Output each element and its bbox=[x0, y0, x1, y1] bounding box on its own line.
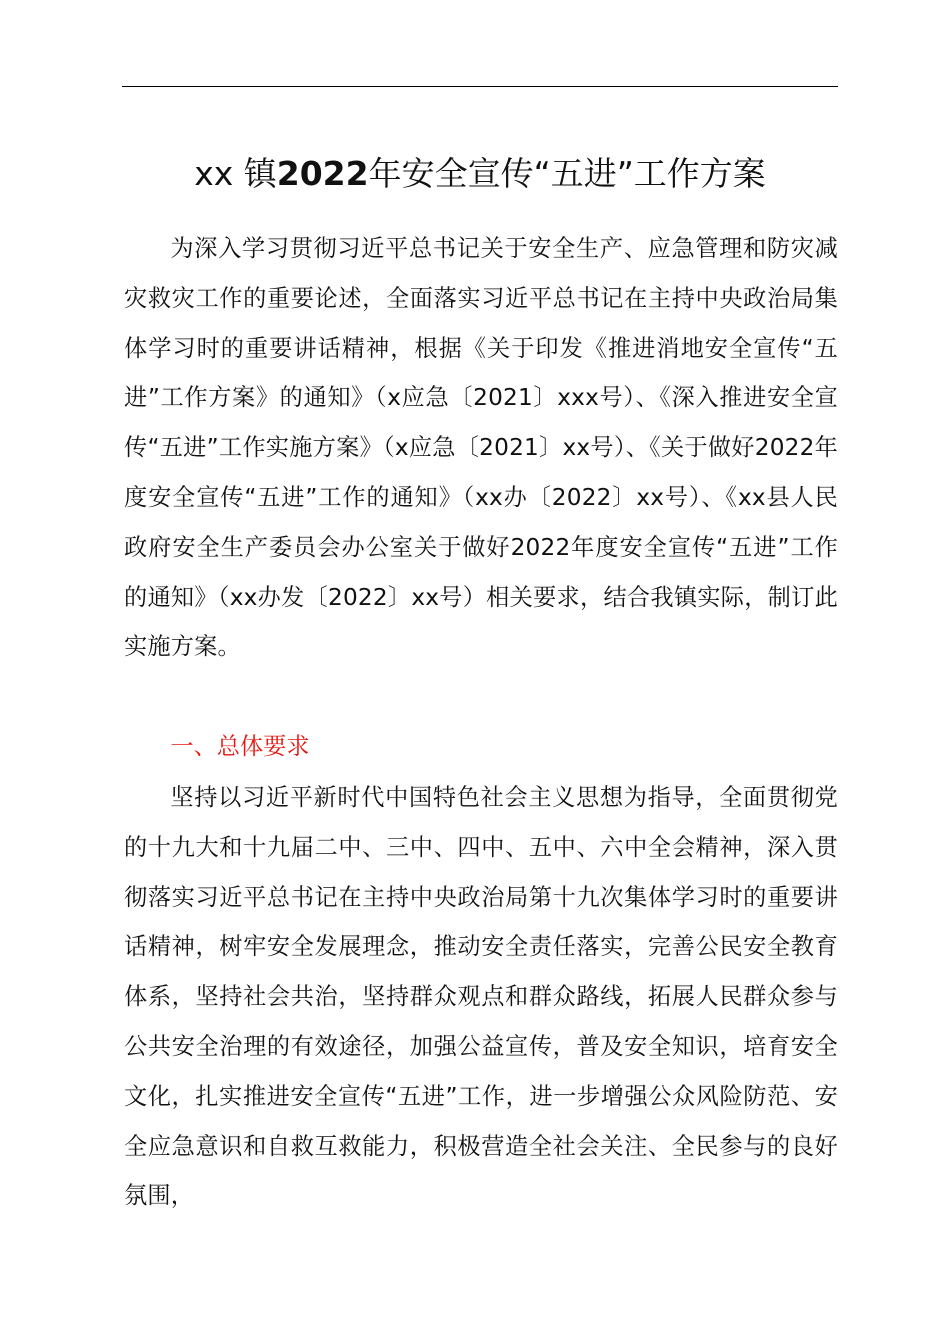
document-title bbox=[100, 152, 860, 196]
general-requirements-paragraph: 坚持以习近平新时代中国特色社会主义思想为指导，全面贯彻党的十九大和十九届二中、三中、四中、五中、六中全会精神，深入贯彻落实习近平总书记在主持中央政治局第十九次集体学习时的重要讲话精神，树牢安全发展理念，推动安全责任落实，完善公民安全教育体系，坚持社会共治，坚持群众观点和群众路线，拓展人民群众参与公共安全治理的有效途径，加强公益宣传，普及安全知识，培育安全文化，扎实推进安全宣传“五进”工作，进一步增强公众风险防范、安全应急意识和自救互救能力，积极营造全社会关注、全民参与的良好氛围， bbox=[124, 784, 838, 1210]
header-rule bbox=[122, 86, 838, 87]
intro-paragraph: 为深入学习贯彻习近平总书记关于安全生产、应急管理和防灾减灾救灾工作的重要论述，全面落实习近平总书记在主持中央政治局集体学习时的重要讲话精神，根据《关于印发《推进消地安全宣传“五进”工作方案》的通知》（x应急〔2021〕xxx号）、《深入推进安全宣传“五进”工作实施方案》（x应急〔2021〕xx号）、《关于做好2022年度安全宣传“五进”工作的通知》（xx办〔2022〕xx号）、《xx县人民政府安全生产委员会办公室关于做好2022年度安全宣传“五进”工作的通知》（xx办发〔2022〕xx号）相关要求，结合我镇实际，制订此实施方案。 bbox=[124, 235, 838, 661]
title-prefix: xx 镇 bbox=[194, 154, 277, 193]
title-suffix: 年安全宣传“五进”工作方案 bbox=[368, 154, 766, 193]
title-year: 2022 bbox=[276, 154, 369, 193]
section-heading-general-requirements: 一、总体要求 bbox=[170, 733, 310, 760]
